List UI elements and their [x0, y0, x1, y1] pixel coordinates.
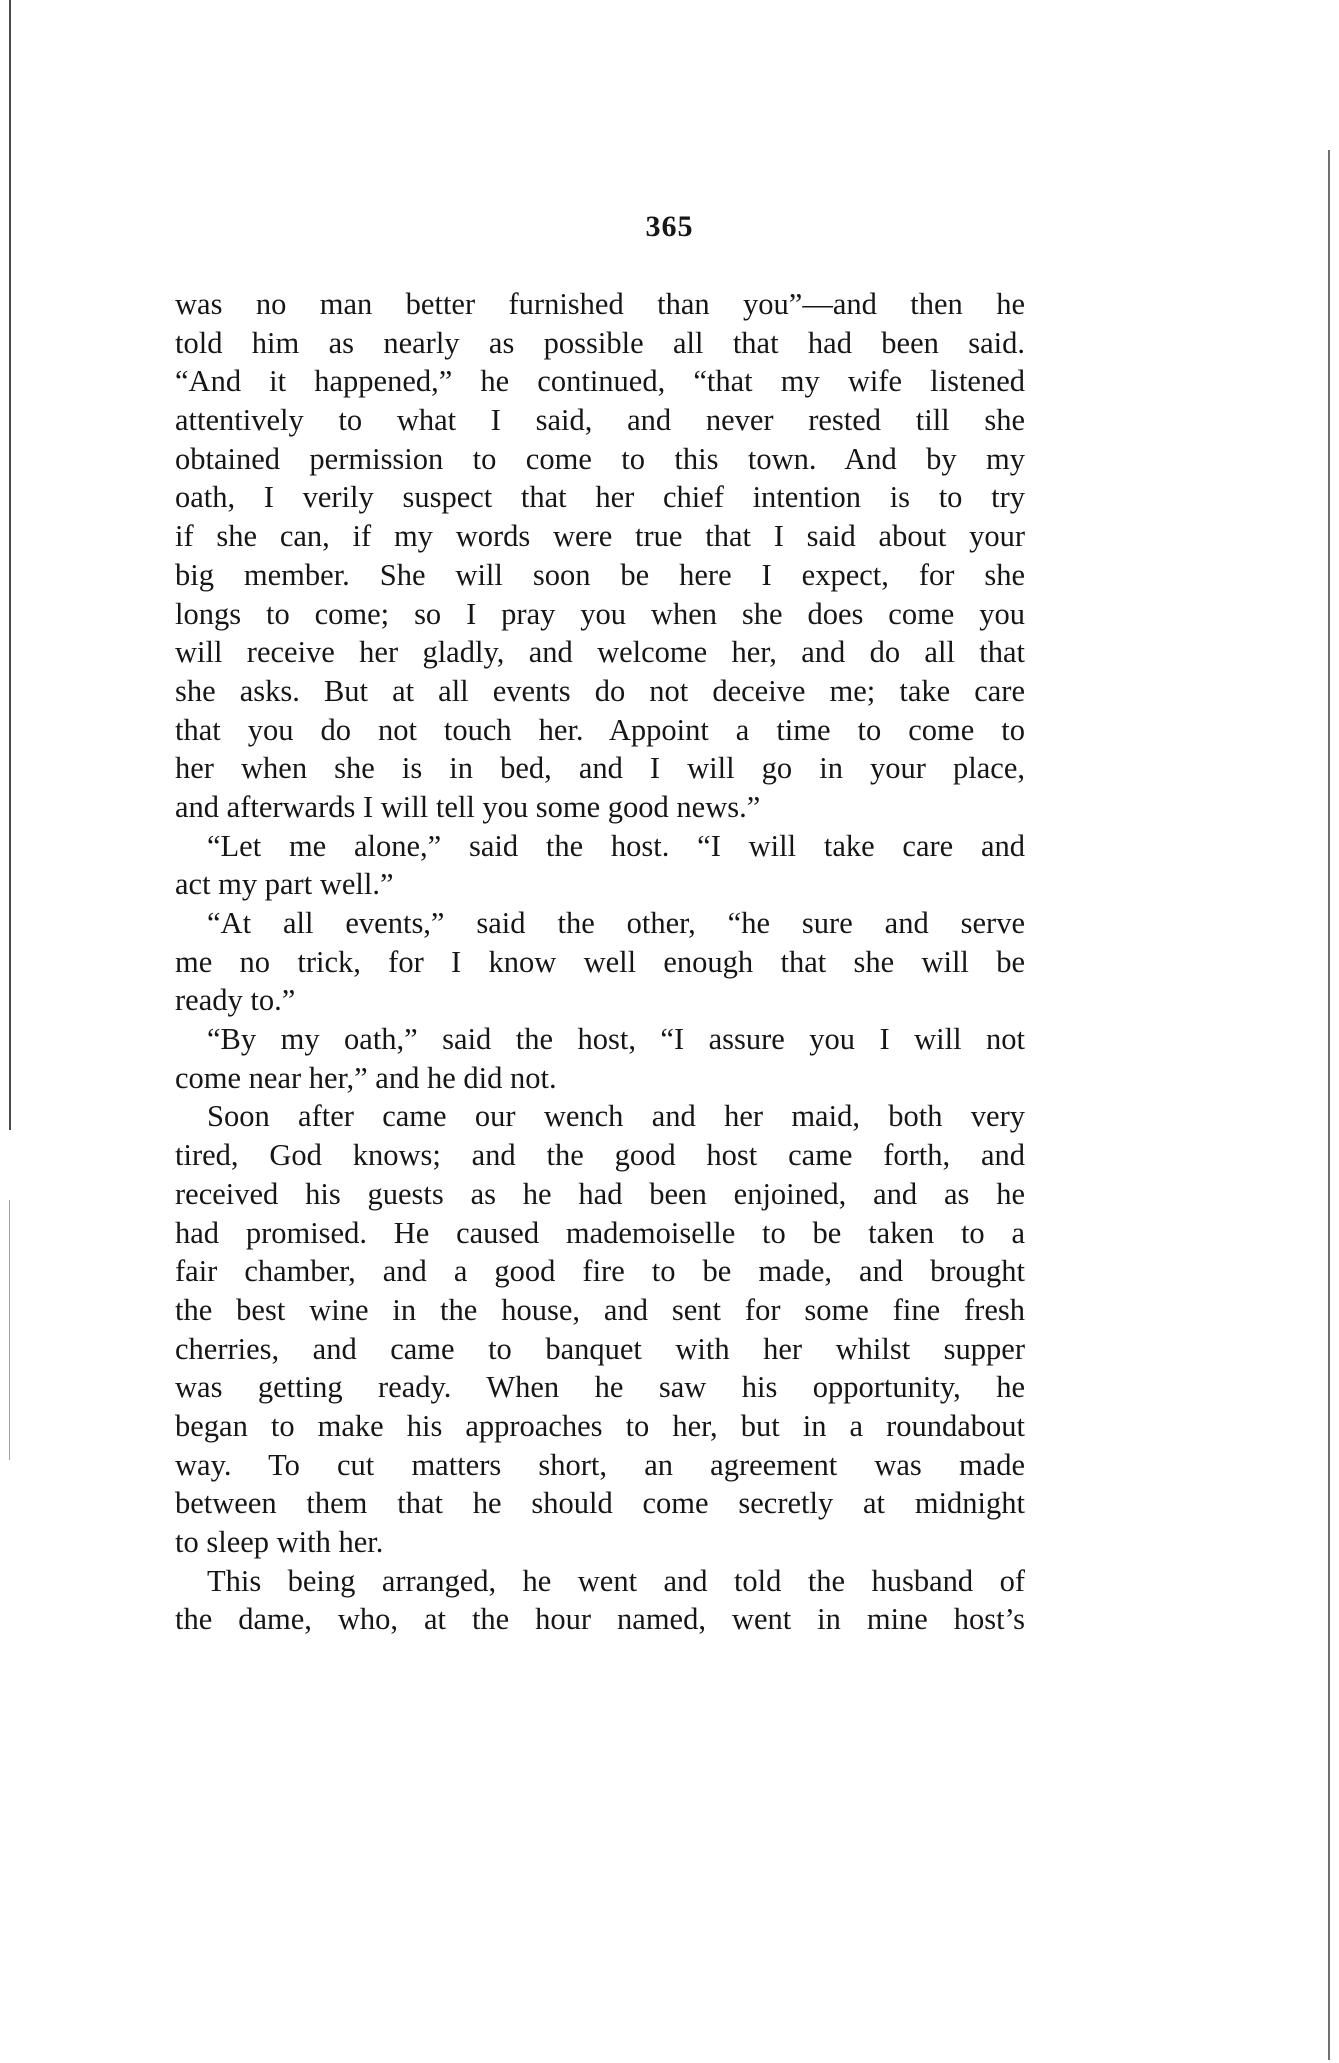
text-line: oath, I verily suspect that her chief intention is to try [175, 480, 1025, 515]
text-line: and afterwards I will tell you some good news.” [175, 789, 761, 824]
text-line: “By my oath,” said the host, “I assure you I will not [207, 1022, 1025, 1057]
text-line: obtained permission to come to this town. And by my [175, 441, 1025, 476]
scan-edge-right [1328, 150, 1330, 2060]
text-line: to sleep with her. [175, 1525, 384, 1559]
text-line: the dame, who, at the hour named, went in mine host’s [175, 1602, 1025, 1637]
text-line: “Let me alone,” said the host. “I will take care and [207, 828, 1025, 863]
text-line: come near her,” and he did not. [175, 1060, 557, 1095]
text-line: longs to come; so I pray you when she does come you [175, 596, 1025, 631]
text-line: will receive her gladly, and welcome her, and do all that [175, 635, 1025, 670]
text-line: big member. She will soon be here I expect, for she [175, 557, 1025, 592]
text-line: that you do not touch her. Appoint a time to come to [175, 712, 1025, 747]
text-line: if she can, if my words were true that I said about your [175, 519, 1025, 554]
page-number: 365 [645, 210, 694, 243]
text-line: act my part well.” [175, 867, 394, 902]
scan-edge-left-lower [9, 1200, 10, 1460]
body-text [175, 285, 1025, 1639]
text-line: ready to.” [175, 983, 296, 1018]
text-line: “And it happened,” he continued, “that my wife listened [175, 364, 1025, 399]
text-line: Soon after came our wench and her maid, both very [207, 1099, 1025, 1134]
text-line: her when she is in bed, and I will go in your place, [175, 751, 1025, 786]
text-line: way. To cut matters short, an agreement was made [175, 1447, 1025, 1482]
text-line: had promised. He caused mademoiselle to be taken to a [175, 1215, 1025, 1250]
text-line: attentively to what I said, and never rested till she [175, 403, 1025, 438]
text-line: the best wine in the house, and sent for some fine fresh [175, 1292, 1025, 1327]
scan-edge-left [9, 0, 11, 1130]
text-line: cherries, and came to banquet with her whilst supper [175, 1331, 1025, 1366]
text-line: This being arranged, he went and told the husband of [207, 1563, 1025, 1598]
text-line: told him as nearly as possible all that had been said. [175, 325, 1025, 360]
text-line: was getting ready. When he saw his opportunity, he [175, 1370, 1025, 1405]
text-line: was no man better furnished than you”—and then he [175, 287, 1025, 321]
text-line: between them that he should come secretly at midnight [175, 1486, 1025, 1521]
text-line: tired, God knows; and the good host came forth, and [175, 1138, 1025, 1173]
text-line: fair chamber, and a good fire to be made, and brought [175, 1254, 1025, 1289]
text-line: me no trick, for I know well enough that she will be [175, 944, 1025, 979]
text-line: she asks. But at all events do not deceive me; take care [175, 673, 1025, 708]
text-line: received his guests as he had been enjoined, and as he [175, 1176, 1025, 1211]
text-line: began to make his approaches to her, but in a roundabout [175, 1408, 1025, 1443]
text-line: “At all events,” said the other, “he sure and serve [207, 906, 1025, 940]
